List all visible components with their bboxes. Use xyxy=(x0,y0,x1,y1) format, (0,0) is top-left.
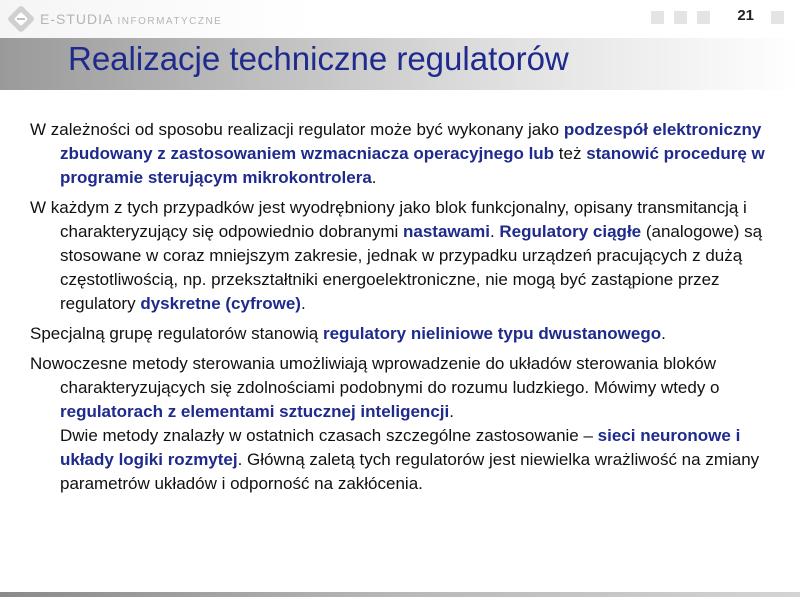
paragraph-text: . xyxy=(661,324,666,343)
slide-body xyxy=(30,118,780,502)
paragraph xyxy=(30,322,780,346)
paragraph xyxy=(30,118,780,190)
logo-main: E-STUDIA xyxy=(40,11,113,27)
bottom-divider xyxy=(0,592,800,597)
nav-square-2[interactable] xyxy=(674,11,687,24)
nav-square-1[interactable] xyxy=(651,11,664,24)
paragraph-text: też xyxy=(554,144,587,163)
paragraph-text: . xyxy=(449,402,454,421)
logo xyxy=(8,6,222,32)
nav-square-3[interactable] xyxy=(697,11,710,24)
highlighted-term: Regulatory ciągłe xyxy=(499,222,642,241)
highlighted-term: dyskretne (cyfrowe) xyxy=(140,294,301,313)
highlighted-term: stanowić procedurę w programie sterującym mikrokontrolera xyxy=(60,144,765,187)
paragraph-text: . xyxy=(371,168,377,187)
highlighted-term: regulatorach z elementami sztucznej inteligencji xyxy=(60,402,450,421)
highlighted-term: regulatory nieliniowe typu dwustanowego xyxy=(322,324,662,343)
paragraph-text: Dwie metody znalazły w ostatnich czasach szczególne zastosowanie – xyxy=(60,426,598,445)
paragraph-text: Nowoczesne metody sterowania umożliwiają wprowadzenie do układów sterowania bloków charakteryzujących się zdolnościami podobnymi do rozumu ludzkiego. Mówimy wtedy o xyxy=(30,354,720,397)
paragraph xyxy=(30,196,780,316)
highlighted-term: sieci neuronowe i układy logiki rozmytej xyxy=(60,426,741,469)
slide-title: Realizacje techniczne regulatorów xyxy=(68,40,569,77)
logo-text xyxy=(40,11,222,27)
paragraph-text: . Główną zaletą tych regulatorów jest niewielka wrażliwość na zmiany parametrów układów i odporność na zakłócenia. xyxy=(60,450,760,493)
logo-sub: INFORMATYCZNE xyxy=(117,16,223,27)
paragraph-text: . xyxy=(489,222,500,241)
paragraph-text: Specjalną grupę regulatorów stanowią xyxy=(30,324,323,343)
highlighted-term: podzespół elektroniczny zbudowany z zastosowaniem wzmacniacza operacyjnego lub xyxy=(60,120,762,163)
nav-square-4[interactable] xyxy=(771,11,784,24)
paragraph-text: W zależności od sposobu realizacji regulator może być wykonany jako xyxy=(30,120,564,139)
logo-icon xyxy=(8,6,34,32)
paragraph-text: (analogowe) są stosowane w coraz mniejszym zakresie, jednak w przypadku urządzeń pracujących z dużą częstotliwością, np. przekształtniki energoelektroniczne, nie mogą być zastąpione przez regulatory xyxy=(60,222,763,313)
nav-squares xyxy=(651,11,720,24)
paragraph-text: W każdym z tych przypadków jest wyodrębniony jako blok funkcjonalny, opisany transmitancją i charakteryzujący się odpowiednio dobranymi xyxy=(30,198,747,241)
paragraph xyxy=(30,352,780,496)
paragraph-text: . xyxy=(300,294,306,313)
highlighted-term: nastawami xyxy=(403,222,490,241)
slide-number: 21 xyxy=(737,7,754,24)
